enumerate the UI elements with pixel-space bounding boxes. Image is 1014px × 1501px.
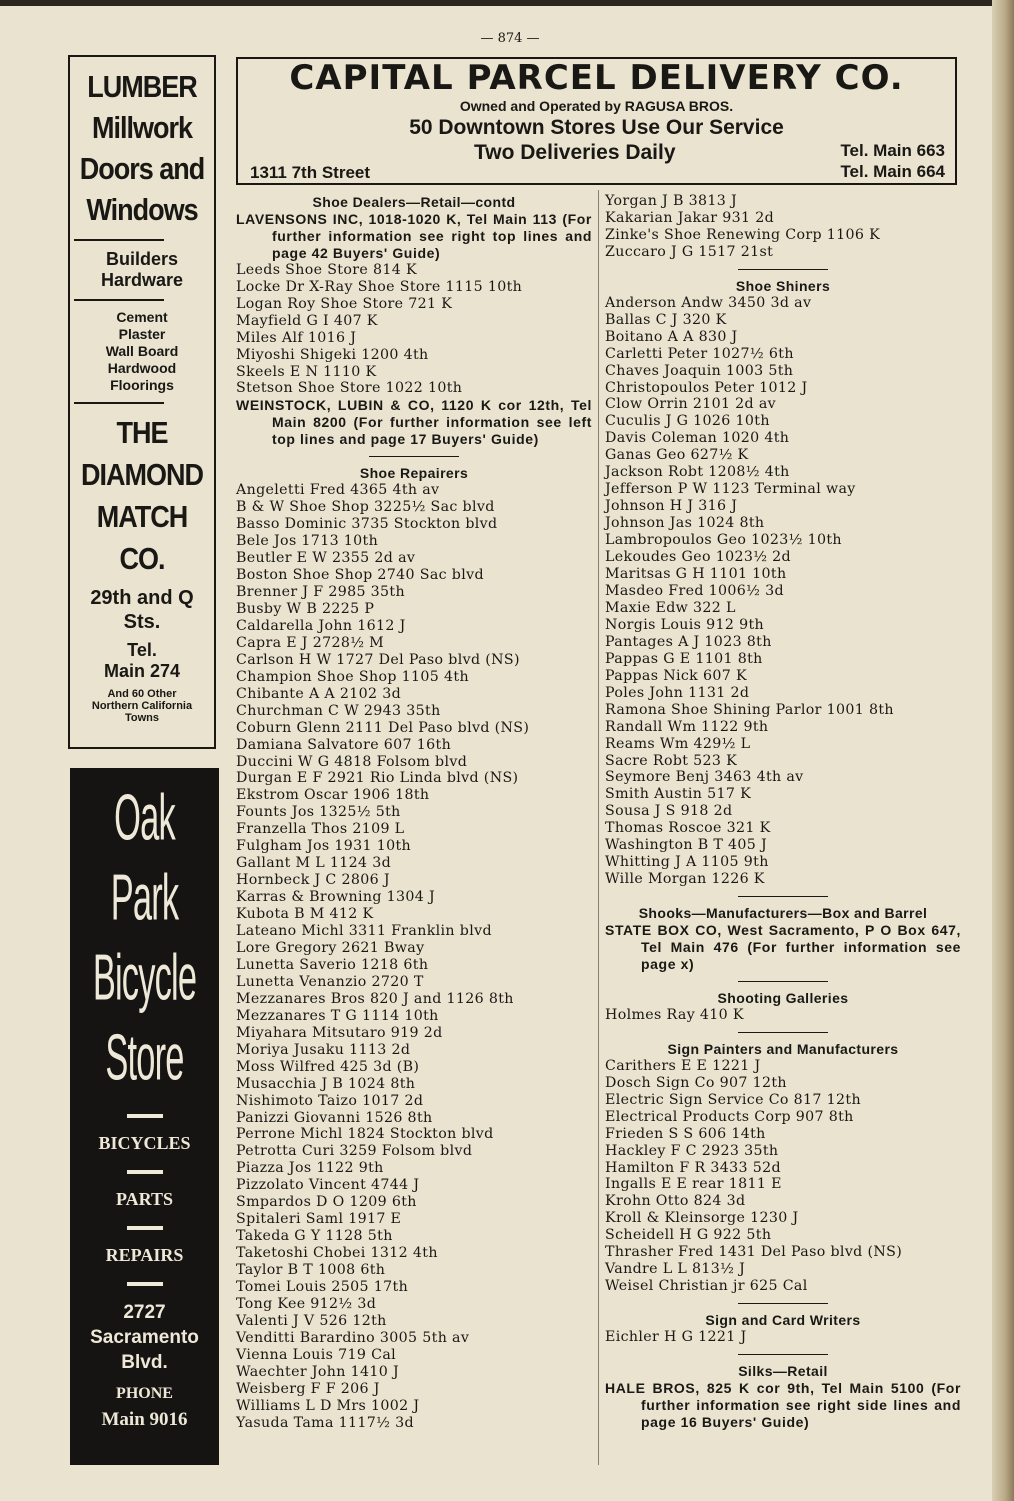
listing-entry: Moriya Jusaku 1113 2d	[236, 1041, 411, 1058]
listing-entry: Pantages A J 1023 8th	[605, 633, 772, 650]
section-divider	[738, 1354, 828, 1355]
ad-headline: Oak	[114, 780, 175, 854]
listing-entry: Zinke's Shoe Renewing Corp 1106 K	[605, 226, 881, 243]
ad-text: Wall Board	[105, 343, 179, 359]
listing-entry: Hackley F C 2923 35th	[605, 1142, 779, 1159]
listing-entry: Randall Wm 1122 9th	[605, 718, 769, 735]
section-heading: Shoe Repairers	[359, 465, 469, 482]
page-top-edge	[0, 0, 1014, 6]
listing-entry: Holmes Ray 410 K	[605, 1006, 744, 1023]
listing-entry: Waechter John 1410 J	[236, 1363, 399, 1380]
ad-address: 2727	[123, 1302, 166, 1323]
featured-listing: STATE BOX CO, West Sacramento, P O Box 647, Tel Main 476 (For further information see page x)	[605, 922, 961, 972]
ad-divider	[74, 299, 164, 301]
ad-text: Hardware	[100, 270, 184, 290]
listing-entry: Anderson Andw 3450 3d av	[605, 294, 812, 311]
ad-headline: Windows	[86, 193, 198, 227]
listing-entry: Washington B T 405 J	[605, 837, 768, 854]
listing-entry: Mezzanares T G 1114 10th	[236, 1007, 439, 1024]
listing-entry: Electrical Products Corp 907 8th	[605, 1108, 854, 1125]
listing-entry: B & W Shoe Shop 3225½ Sac blvd	[236, 499, 495, 516]
listing-entry: Gallant M L 1124 3d	[236, 855, 392, 872]
section-heading: Shooting Galleries	[717, 989, 849, 1006]
listing-entry: Carithers E E 1221 J	[605, 1057, 761, 1074]
ad-text: And 60 Other	[107, 688, 177, 700]
listing-entry: Whitting J A 1105 9th	[605, 854, 769, 871]
listing-entry: Pappas Nick 607 K	[605, 667, 747, 684]
column-divider	[598, 190, 599, 1465]
ad-headline: Park	[110, 860, 179, 934]
ad-text: Cement	[116, 309, 168, 325]
listing-entry: Pappas G E 1101 8th	[605, 650, 763, 667]
listing-entry: Electric Sign Service Co 817 12th	[605, 1091, 861, 1108]
listing-entry: Ingalls E E rear 1811 E	[605, 1176, 782, 1193]
ad-divider	[127, 1282, 163, 1286]
listing-entry: Carlson H W 1727 Del Paso blvd (NS)	[236, 651, 520, 668]
listing-entry: Hornbeck J C 2806 J	[236, 872, 390, 889]
ad-text: Northern California	[91, 700, 193, 712]
ad-phone: Tel. Main 664	[840, 162, 945, 181]
listing-entry: Valenti J V 526 12th	[236, 1312, 387, 1329]
ad-headline: Store	[105, 1020, 184, 1094]
ad-text: Builders	[105, 249, 179, 269]
listing-entry: Ballas C J 320 K	[605, 311, 727, 328]
ad-headline: MATCH	[96, 500, 188, 534]
listing-entry: Lunetta Saverio 1218 6th	[236, 956, 429, 973]
listing-entry: Basso Dominic 3735 Stockton blvd	[236, 516, 498, 533]
section-heading: Shoe Dealers—Retail—contd	[312, 194, 516, 210]
listing-entry: Scheidell H G 922 5th	[605, 1227, 772, 1244]
ad-headline: Millwork	[91, 111, 192, 145]
listing-entry: Vienna Louis 719 Cal	[236, 1346, 397, 1363]
page-number: — 874 —	[480, 31, 540, 46]
listing-entry: Lunetta Venanzio 2720 T	[236, 973, 424, 990]
listing-entry: Leeds Shoe Store 814 K	[236, 261, 417, 278]
section-heading: Sign Painters and Manufacturers	[667, 1040, 899, 1057]
listing-entry: Masdeo Fred 1006½ 3d	[605, 582, 784, 599]
listing-entry: Boston Shoe Shop 2740 Sac blvd	[236, 567, 484, 584]
listing-entry: Chibante A A 2102 3d	[236, 685, 402, 702]
listing-entry: Perrone Michl 1824 Stockton blvd	[236, 1126, 494, 1143]
ad-owner: Owned and Operated by RAGUSA BROS.	[459, 98, 734, 114]
listing-entry: Tomei Louis 2505 17th	[236, 1279, 409, 1296]
ad-service: PARTS	[115, 1189, 174, 1209]
listing-entry: Jefferson P W 1123 Terminal way	[605, 481, 856, 498]
listing-entry: Weisberg F F 206 J	[236, 1380, 380, 1397]
listing-entry: Cuculis J G 1026 10th	[605, 413, 770, 430]
ad-phone: Main 274	[103, 661, 181, 681]
listing-entry: Poles John 1131 2d	[605, 684, 750, 701]
section-divider	[738, 1032, 828, 1033]
ad-text: Plaster	[118, 326, 166, 342]
listing-entry: Sousa J S 918 2d	[605, 803, 733, 820]
ad-headline: DIAMOND	[81, 458, 203, 492]
listing-entry: Hamilton F R 3433 52d	[605, 1159, 781, 1176]
listing-entry: Taylor B T 1008 6th	[236, 1262, 386, 1279]
ad-address: 1311 7th Street	[250, 163, 371, 182]
featured-listing: WEINSTOCK, LUBIN & CO, 1120 K cor 12th, Tel Main 8200 (For further information see left top lines and page 17 Buyers' Guide)	[236, 397, 592, 448]
listing-entry: Musacchia J B 1024 8th	[236, 1075, 416, 1092]
listing-entry: Johnson H J 316 J	[605, 498, 738, 515]
ad-address: Sacramento	[90, 1327, 199, 1348]
listing-entry: Miyoshi Shigeki 1200 4th	[236, 346, 429, 363]
listing-column-right	[605, 193, 961, 1431]
listing-entry: Takeda G Y 1128 5th	[236, 1228, 393, 1245]
listing-entry: Taketoshi Chobei 1312 4th	[236, 1245, 438, 1262]
ad-divider	[74, 402, 164, 404]
listing-entry: Spitaleri Saml 1917 E	[236, 1211, 402, 1228]
listing-entry: Mayfield G I 407 K	[236, 312, 378, 329]
listing-entry: Pizzolato Vincent 4744 J	[236, 1177, 420, 1194]
ad-text: Hardwood	[107, 360, 177, 376]
listing-entry: Krohn Otto 824 3d	[605, 1193, 746, 1210]
listing-entry: Venditti Barardino 3005 5th av	[236, 1329, 470, 1346]
listing-entry: Lateano Michl 3311 Franklin blvd	[236, 923, 492, 940]
listing-entry: Frieden S S 606 14th	[605, 1125, 766, 1142]
ad-phone: Main 9016	[101, 1409, 188, 1430]
listing-entry: Sacre Robt 523 K	[605, 752, 738, 769]
listing-entry: Christopoulos Peter 1012 J	[605, 379, 808, 396]
ad-headline: CO.	[119, 542, 165, 576]
listing-entry: Lambropoulos Geo 1023½ 10th	[605, 532, 842, 549]
ad-headline: THE	[116, 416, 168, 450]
listing-entry: Fulgham Jos 1931 10th	[236, 838, 412, 855]
listing-entry: Piazza Jos 1122 9th	[236, 1160, 384, 1177]
ad-phone: Tel. Main 663	[840, 141, 945, 160]
listing-entry: Boitano A A 830 J	[605, 328, 738, 345]
listing-entry: Petrotta Curi 3259 Folsom blvd	[236, 1143, 473, 1160]
section-divider	[738, 269, 828, 270]
listing-entry: Panizzi Giovanni 1526 8th	[236, 1109, 433, 1126]
listing-entry: Locke Dr X-Ray Shoe Store 1115 10th	[236, 278, 523, 295]
listing-entry: Bele Jos 1713 10th	[236, 533, 379, 550]
section-heading: Shooks—Manufacturers—Box and Barrel	[638, 905, 928, 922]
ad-service: BICYCLES	[98, 1133, 191, 1153]
listing-entry: Miles Alf 1016 J	[236, 329, 357, 346]
listing-entry: Thomas Roscoe 321 K	[605, 820, 771, 837]
listing-entry: Williams L D Mrs 1002 J	[236, 1397, 420, 1414]
ad-title: CAPITAL PARCEL DELIVERY CO.	[289, 58, 904, 98]
listing-entry: Maxie Edw 322 L	[605, 599, 736, 616]
section-divider	[369, 456, 459, 457]
ad-headline: LUMBER	[87, 70, 197, 104]
listing-entry: Yasuda Tama 1117½ 3d	[236, 1414, 414, 1431]
capital-parcel-delivery-ad	[236, 57, 957, 185]
listing-entry: Wille Morgan 1226 K	[605, 871, 765, 888]
listing-entry: Brenner J F 2985 35th	[236, 583, 405, 600]
listing-entry: Johnson Jas 1024 8th	[605, 515, 765, 532]
listing-entry: Logan Roy Shoe Store 721 K	[236, 295, 453, 312]
ad-address: 29th and Q	[90, 587, 194, 609]
listing-entry: Davis Coleman 1020 4th	[605, 430, 790, 447]
listing-entry: Carletti Peter 1027½ 6th	[605, 345, 794, 362]
listing-entry: Churchman C W 2943 35th	[236, 702, 441, 719]
listing-entry: Kroll & Kleinsorge 1230 J	[605, 1210, 799, 1227]
ad-headline: Bicycle	[92, 940, 197, 1014]
listing-entry: Ganas Geo 627½ K	[605, 447, 749, 464]
listing-entry: Smith Austin 517 K	[605, 786, 752, 803]
listing-entry: Miyahara Mitsutaro 919 2d	[236, 1024, 443, 1041]
listing-entry: Kakarian Jakar 931 2d	[605, 209, 775, 226]
listing-entry: Eichler H G 1221 J	[605, 1329, 747, 1346]
ad-divider	[127, 1170, 163, 1174]
listing-entry: Founts Jos 1325½ 5th	[236, 804, 401, 821]
featured-listing: LAVENSONS INC, 1018-1020 K, Tel Main 113 (For further information see right top lines and page 42 Buyers' Guide)	[236, 210, 592, 261]
ad-address: Blvd.	[121, 1352, 168, 1373]
section-divider	[738, 981, 828, 982]
ad-divider	[127, 1226, 163, 1230]
listing-entry: Damiana Salvatore 607 16th	[236, 736, 452, 753]
listing-entry: Lore Gregory 2621 Bway	[236, 939, 425, 956]
listing-entry: Chaves Joaquin 1003 5th	[605, 362, 794, 379]
featured-listing: HALE BROS, 825 K cor 9th, Tel Main 5100 (For further information see right side lines and page 16 Buyers' Guide)	[605, 1380, 961, 1430]
section-divider	[738, 896, 828, 897]
listing-entry: Ekstrom Oscar 1906 18th	[236, 787, 430, 804]
ad-address: Sts.	[123, 611, 161, 633]
section-heading: Silks—Retail	[738, 1363, 828, 1380]
ad-divider	[74, 239, 164, 241]
listing-entry: Ramona Shoe Shining Parlor 1001 8th	[605, 701, 894, 718]
listing-entry: Vandre L L 813½ J	[605, 1261, 746, 1278]
listing-entry: Kubota B M 412 K	[236, 906, 374, 923]
ad-deliveries: Two Deliveries Daily	[474, 141, 676, 164]
listing-entry: Moss Wilfred 425 3d (B)	[236, 1058, 420, 1075]
section-heading: Sign and Card Writers	[705, 1312, 861, 1329]
oak-park-bicycle-ad	[70, 768, 219, 1465]
section-divider	[738, 1303, 828, 1304]
listing-entry: Beutler E W 2355 2d av	[236, 550, 416, 567]
listing-entry: Mezzanares Bros 820 J and 1126 8th	[236, 990, 514, 1007]
listing-entry: Tong Kee 912½ 3d	[236, 1296, 377, 1312]
ad-phone: Tel.	[127, 640, 157, 660]
ad-phone: PHONE	[116, 1385, 173, 1402]
listing-entry: Coburn Glenn 2111 Del Paso blvd (NS)	[236, 719, 530, 736]
listing-entry: Seymore Benj 3463 4th av	[605, 769, 804, 786]
listing-entry: Busby W B 2225 P	[236, 600, 375, 617]
listing-entry: Franzella Thos 2109 L	[236, 821, 405, 838]
listing-entry: Duccini W G 4818 Folsom blvd	[236, 753, 468, 770]
lumber-diamond-match-ad	[68, 55, 216, 749]
listing-entry: Zuccaro J G 1517 21st	[605, 243, 774, 260]
ad-text: Towns	[124, 712, 159, 724]
listing-entry: Lekoudes Geo 1023½ 2d	[605, 549, 791, 566]
listing-entry: Nishimoto Taizo 1017 2d	[236, 1092, 424, 1109]
section-heading: Shoe Shiners	[735, 277, 831, 294]
listing-entry: Caldarella John 1612 J	[236, 617, 406, 634]
listing-entry: Weisel Christian jr 625 Cal	[605, 1278, 808, 1295]
listing-entry: Maritsas G H 1101 10th	[605, 566, 787, 583]
listing-entry: Reams Wm 429½ L	[605, 735, 751, 752]
listing-entry: Angeletti Fred 4365 4th av	[236, 482, 440, 499]
listing-entry: Jackson Robt 1208½ 4th	[605, 464, 790, 481]
listing-entry: Thrasher Fred 1431 Del Paso blvd (NS)	[605, 1244, 903, 1261]
ad-headline: Doors and	[79, 152, 205, 186]
listing-entry: Stetson Shoe Store 1022 10th	[236, 380, 463, 397]
page-binding-edge	[992, 0, 1014, 1501]
ad-text: Floorings	[110, 377, 174, 393]
listing-entry: Durgan E F 2921 Rio Linda blvd (NS)	[236, 770, 519, 787]
listing-entry: Smpardos D O 1209 6th	[236, 1194, 417, 1211]
ad-slogan: 50 Downtown Stores Use Our Service	[409, 116, 784, 139]
listing-column-middle	[236, 193, 592, 1432]
listing-entry: Karras & Browning 1304 J	[236, 889, 436, 906]
listing-entry: Dosch Sign Co 907 12th	[605, 1074, 787, 1091]
listing-entry: Norgis Louis 912 9th	[605, 616, 765, 633]
listing-entry: Clow Orrin 2101 2d av	[605, 396, 777, 413]
listing-entry: Yorgan J B 3813 J	[605, 193, 738, 209]
listing-entry: Champion Shoe Shop 1105 4th	[236, 668, 469, 685]
ad-service: REPAIRS	[105, 1245, 184, 1265]
listing-entry: Capra E J 2728½ M	[236, 634, 385, 651]
listing-entry: Skeels E N 1110 K	[236, 363, 377, 380]
